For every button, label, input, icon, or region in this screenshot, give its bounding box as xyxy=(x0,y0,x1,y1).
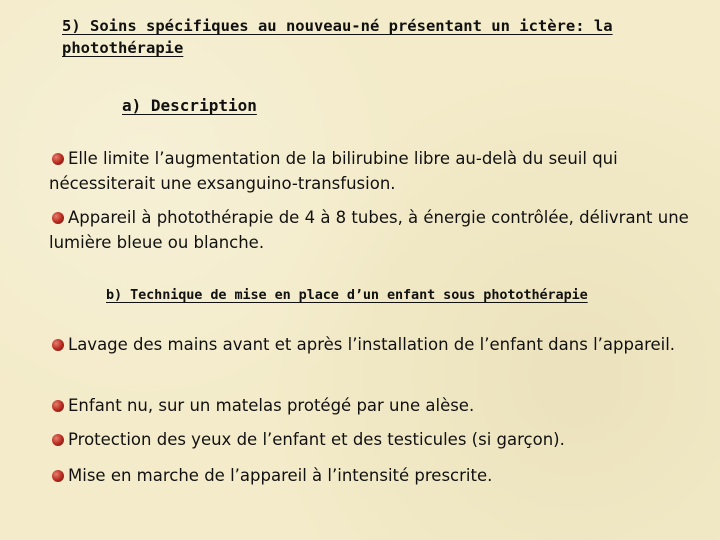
list-item-text: Mise en marche de l’appareil à l’intensité prescrite. xyxy=(68,466,493,485)
list-item-text: Protection des yeux de l’enfant et des testicules (si garçon). xyxy=(68,430,565,449)
red-sphere-bullet-icon xyxy=(52,400,64,412)
list-item-text: Elle limite l’augmentation de la bilirubine libre au-delà du seuil qui nécessiterait une exsanguino-transfusion. xyxy=(49,149,618,193)
list-item-text: Enfant nu, sur un matelas protégé par une alèse. xyxy=(68,396,475,415)
list-item xyxy=(49,146,699,196)
list-item xyxy=(49,332,699,357)
section-a-heading: a) Description xyxy=(122,96,257,115)
list-item xyxy=(49,393,699,418)
section-b-heading: b) Technique de mise en place d’un enfant sous photothérapie xyxy=(106,287,588,303)
list-item xyxy=(49,463,699,488)
list-item xyxy=(49,205,699,255)
list-item-text: Lavage des mains avant et après l’installation de l’enfant dans l’appareil. xyxy=(68,335,676,354)
list-item-text: Appareil à photothérapie de 4 à 8 tubes, à énergie contrôlée, délivrant une lumière bleue ou blanche. xyxy=(49,208,689,252)
red-sphere-bullet-icon xyxy=(52,153,64,165)
red-sphere-bullet-icon xyxy=(52,434,64,446)
red-sphere-bullet-icon xyxy=(52,470,64,482)
slide-title: 5) Soins spécifiques au nouveau-né présentant un ictère: la photothérapie xyxy=(62,17,613,57)
red-sphere-bullet-icon xyxy=(52,339,64,351)
red-sphere-bullet-icon xyxy=(52,212,64,224)
list-item xyxy=(49,427,699,452)
